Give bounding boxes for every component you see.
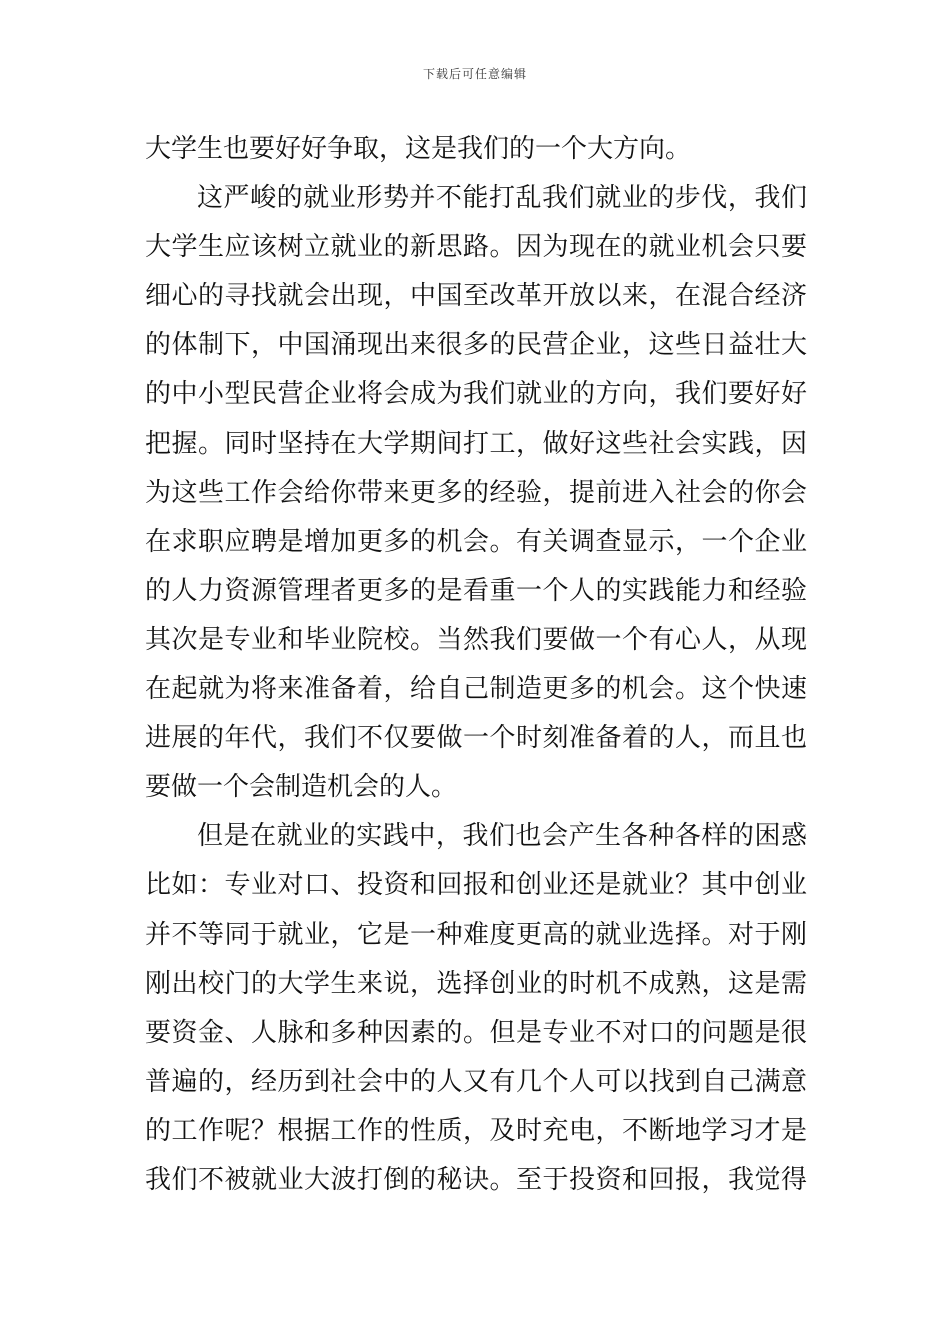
text-line: 但是在就业的实践中，我们也会产生各种各样的困惑: [197, 821, 807, 852]
text-line: 在起就为将来准备着，给自己制造更多的机会。这个快速: [145, 674, 807, 705]
text-line: 的中小型民营企业将会成为我们就业的方向，我们要好好: [145, 379, 807, 410]
text-line: 的工作呢？根据工作的性质，及时充电，不断地学习才是: [145, 1115, 807, 1146]
text-line: 在求职应聘是增加更多的机会。有关调查显示，一个企业: [145, 526, 807, 557]
text-line: 细心的寻找就会出现，中国至改革开放以来，在混合经济: [145, 281, 807, 312]
text-line: 为这些工作会给你带来更多的经验，提前进入社会的你会: [145, 477, 807, 508]
text-line: 其次是专业和毕业院校。当然我们要做一个有心人，从现: [145, 624, 807, 655]
text-line: 我们不被就业大波打倒的秘诀。至于投资和回报，我觉得: [145, 1164, 807, 1195]
text-line: 这严峻的就业形势并不能打乱我们就业的步伐，我们: [197, 183, 807, 214]
text-line: 要资金、人脉和多种因素的。但是专业不对口的问题是很: [145, 1017, 807, 1048]
text-line: 大学生也要好好争取，这是我们的一个大方向。: [145, 134, 692, 164]
text-line: 普遍的，经历到社会中的人又有几个人可以找到自己满意: [145, 1066, 807, 1097]
text-line: 进展的年代，我们不仅要做一个时刻准备着的人，而且也: [145, 723, 807, 754]
text-line: 大学生应该树立就业的新思路。因为现在的就业机会只要: [145, 232, 807, 263]
page-header: 下载后可任意编辑: [422, 67, 527, 81]
text-line: 的人力资源管理者更多的是看重一个人的实践能力和经验: [145, 575, 807, 606]
body-text: [145, 125, 807, 1205]
text-line: 刚出校门的大学生来说，选择创业的时机不成熟，这是需: [145, 968, 807, 999]
text-line: 的体制下，中国涌现出来很多的民营企业，这些日益壮大: [145, 330, 807, 361]
text-line: 比如：专业对口、投资和回报和创业还是就业？其中创业: [145, 870, 807, 901]
text-line: 并不等同于就业，它是一种难度更高的就业选择。对于刚: [145, 919, 807, 950]
text-line: 把握。同时坚持在大学期间打工，做好这些社会实践，因: [145, 428, 807, 459]
text-line: 要做一个会制造机会的人。: [145, 772, 458, 803]
